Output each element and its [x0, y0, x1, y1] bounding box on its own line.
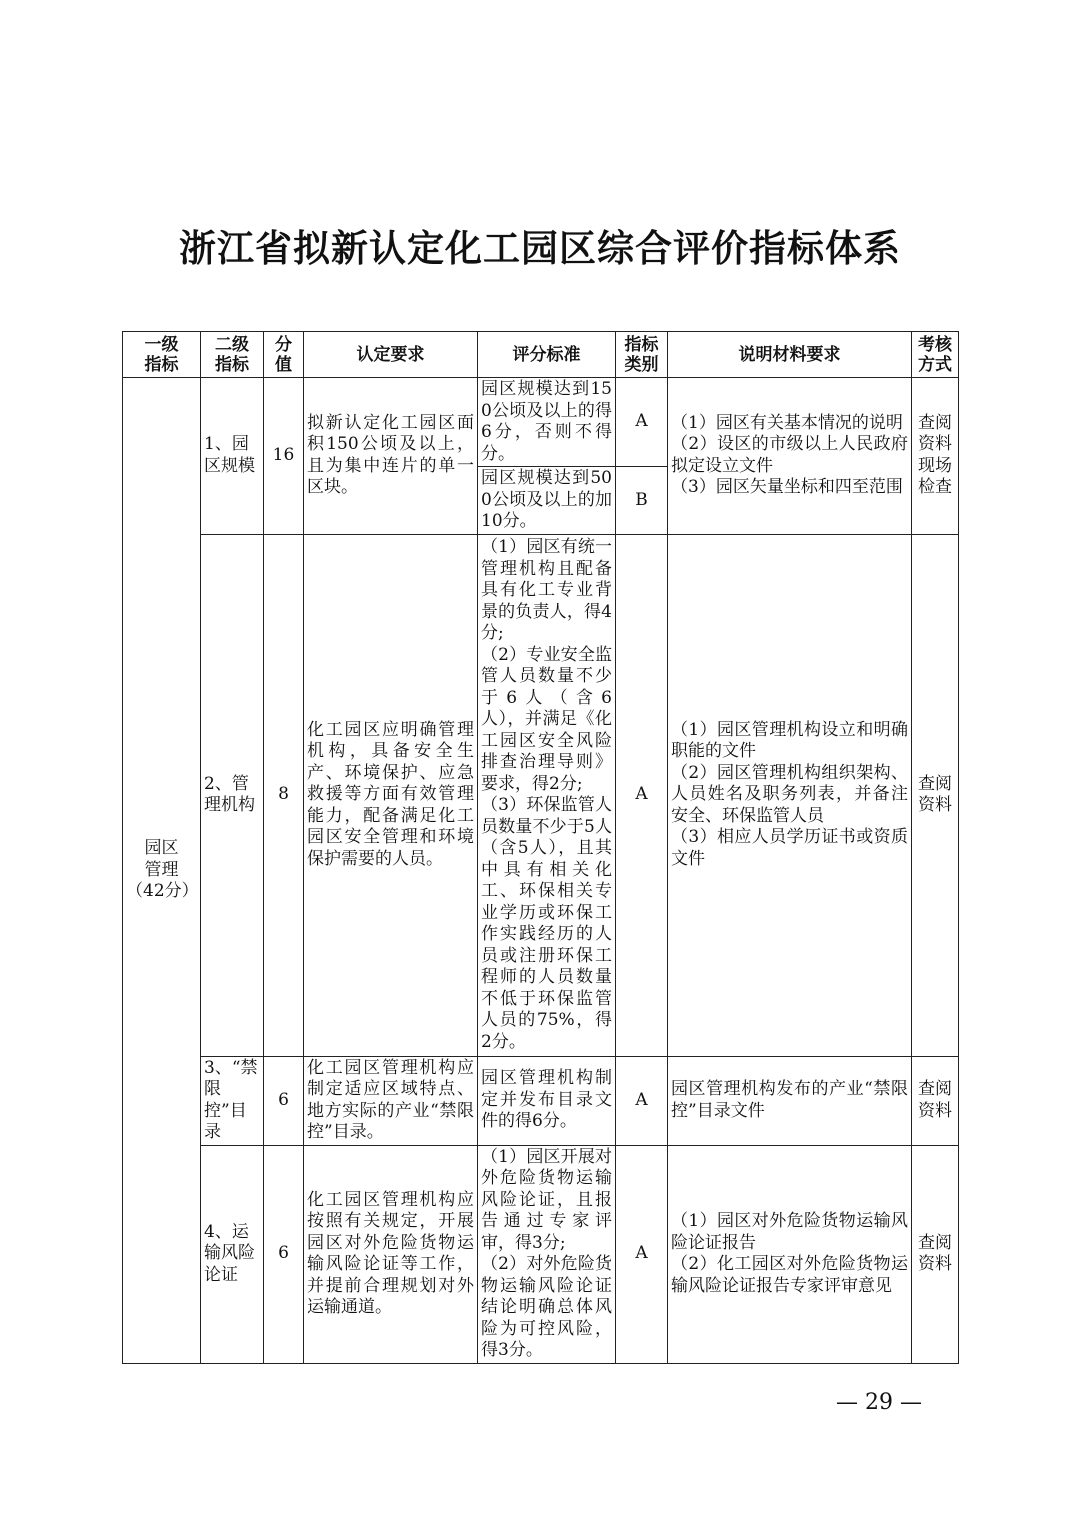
- category-cell: A: [616, 1056, 668, 1145]
- level1-cell: 园区 管理 （42分）: [123, 378, 201, 1364]
- header-level2: 二级 指标: [201, 332, 264, 378]
- table-row: [123, 1056, 959, 1145]
- table-header-row: [123, 332, 959, 378]
- level2-cell: 4、运输风险论证: [201, 1145, 264, 1363]
- level2-cell: 2、管理机构: [201, 534, 264, 1056]
- score-cell: 6: [264, 1056, 304, 1145]
- method-cell: 查阅资料: [912, 534, 959, 1056]
- criteria-cell: （1）园区有统一管理机构且配备具有化工专业背景的负责人，得4分; （2）专业安全监管人员数量不少于6人（含6人），并满足《化工园区安全风险排查治理导则》要求，得2分; （3）环保监管人员数量不少于5人（含5人），且其中具有相关化工、环保相关专业学历或环保工作实践经历的人员或注册环保工程师的人员数量不低于环保监管人员的75%，得2分。: [478, 534, 616, 1056]
- level2-cell: 3、“禁限控”目录: [201, 1056, 264, 1145]
- score-cell: 6: [264, 1145, 304, 1363]
- score-cell: 16: [264, 378, 304, 535]
- header-requirement: 认定要求: [304, 332, 478, 378]
- table-row: [123, 534, 959, 1056]
- category-cell: A: [616, 1145, 668, 1363]
- criteria-cell: 园区规模达到150公顷及以上的得6分，否则不得分。: [478, 378, 616, 467]
- materials-cell: （1）园区管理机构设立和明确职能的文件 （2）园区管理机构组织架构、人员姓名及职务列表，并备注安全、环保监管人员 （3）相应人员学历证书或资质文件: [668, 534, 912, 1056]
- method-cell: 查阅资料现场检查: [912, 378, 959, 535]
- criteria-cell: 园区规模达到500公顷及以上的加10分。: [478, 467, 616, 535]
- materials-cell: 园区管理机构发布的产业“禁限控”目录文件: [668, 1056, 912, 1145]
- requirement-cell: 化工园区管理机构应按照有关规定，开展园区对外危险货物运输风险论证等工作，并提前合理规划对外运输通道。: [304, 1145, 478, 1363]
- evaluation-index-table: [122, 331, 959, 1364]
- header-materials: 说明材料要求: [668, 332, 912, 378]
- category-cell: A: [616, 378, 668, 467]
- page-number: — 29 —: [836, 1390, 922, 1415]
- header-category: 指标 类别: [616, 332, 668, 378]
- header-level1: 一级 指标: [123, 332, 201, 378]
- requirement-cell: 拟新认定化工园区面积150公顷及以上，且为集中连片的单一区块。: [304, 378, 478, 535]
- method-cell: 查阅资料: [912, 1145, 959, 1363]
- header-criteria: 评分标准: [478, 332, 616, 378]
- table-row: [123, 378, 959, 467]
- method-cell: 查阅资料: [912, 1056, 959, 1145]
- requirement-cell: 化工园区管理机构应制定适应区域特点、地方实际的产业“禁限控”目录。: [304, 1056, 478, 1145]
- header-score: 分 值: [264, 332, 304, 378]
- score-cell: 8: [264, 534, 304, 1056]
- page-title: 浙江省拟新认定化工园区综合评价指标体系: [179, 227, 901, 270]
- category-cell: A: [616, 534, 668, 1056]
- level2-cell: 1、园区规模: [201, 378, 264, 535]
- requirement-cell: 化工园区应明确管理机构，具备安全生产、环境保护、应急救援等方面有效管理能力，配备满足化工园区安全管理和环境保护需要的人员。: [304, 534, 478, 1056]
- materials-cell: （1）园区对外危险货物运输风险论证报告 （2）化工园区对外危险货物运输风险论证报告专家评审意见: [668, 1145, 912, 1363]
- category-cell: B: [616, 467, 668, 535]
- table-row: [123, 1145, 959, 1363]
- materials-cell: （1）园区有关基本情况的说明 （2）设区的市级以上人民政府拟定设立文件 （3）园区矢量坐标和四至范围: [668, 378, 912, 535]
- criteria-cell: 园区管理机构制定并发布目录文件的得6分。: [478, 1056, 616, 1145]
- header-method: 考核 方式: [912, 332, 959, 378]
- criteria-cell: （1）园区开展对外危险货物运输风险论证，且报告通过专家评审，得3分; （2）对外危险货物运输风险论证结论明确总体风险为可控风险，得3分。: [478, 1145, 616, 1363]
